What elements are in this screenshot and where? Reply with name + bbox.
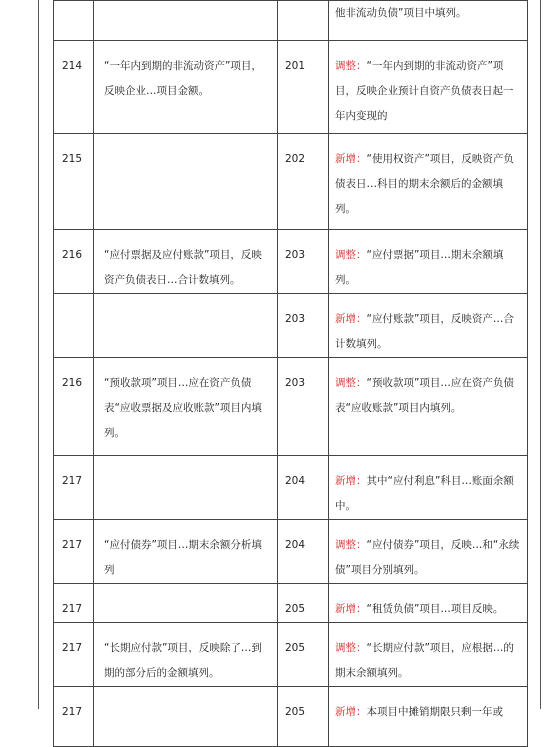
change-tag: 调整： [335, 249, 367, 261]
row-number: 215 [62, 153, 83, 165]
table-row [54, 358, 528, 456]
original-text [104, 584, 271, 597]
row-number: 216 [62, 249, 83, 261]
change-tag: 调整： [335, 377, 367, 389]
page-number: 203 [285, 249, 306, 261]
table-row [54, 584, 528, 623]
row-number [62, 294, 93, 307]
page-number: 203 [285, 313, 306, 325]
original-text: “预收款项”项目…应在资产负债表“应收票据及应收账款”项目内填列。 [104, 377, 262, 439]
revised-text [335, 687, 523, 725]
page-number: 205 [285, 642, 306, 654]
row-number: 216 [62, 377, 83, 389]
change-tag: 调整： [335, 642, 367, 654]
page-number: 202 [285, 153, 306, 165]
revised-text [335, 520, 523, 583]
table-row [54, 687, 528, 747]
comparison-table [53, 0, 528, 747]
revised-text-body: “应付账款”项目，反映资产…合计数填列。 [335, 313, 514, 350]
original-text: “应付票据及应付账款”项目，反映资产负债表日…合计数填列。 [104, 249, 262, 286]
row-number: 217 [62, 642, 83, 654]
table-row [54, 520, 528, 584]
original-text [104, 687, 271, 700]
page-number: 203 [285, 377, 306, 389]
table-row [54, 1, 528, 41]
change-tag: 调整： [335, 539, 367, 551]
revised-text-body: “使用权资产”项目，反映资产负债表日…科目的期末余额后的金额填列。 [335, 153, 514, 215]
revised-text-body: “预收款项”项目…应在资产负债表“应收账款”项目内填列。 [335, 377, 514, 414]
row-number: 217 [62, 603, 83, 615]
page-number: 205 [285, 603, 306, 615]
revised-text-body: “应付票据”项目…期末余额填列。 [335, 249, 504, 286]
original-text [104, 294, 271, 307]
revised-text [335, 584, 523, 622]
table-row [54, 623, 528, 687]
change-tag: 新增： [335, 603, 367, 615]
page-border-right [540, 0, 541, 709]
page-number: 205 [285, 706, 306, 718]
original-text [104, 134, 271, 147]
row-number: 217 [62, 706, 83, 718]
change-tag: 新增： [335, 153, 367, 165]
revised-text [335, 41, 523, 129]
revised-text [335, 623, 523, 686]
original-text [104, 456, 271, 469]
table-row [54, 294, 528, 358]
revised-text [335, 456, 523, 519]
revised-text-body: “租赁负债”项目…项目反映。 [366, 603, 504, 615]
revised-text-body: “长期应付款”项目，应根据…的期末余额填列。 [335, 642, 514, 679]
change-tag: 新增： [335, 706, 367, 718]
original-text: “应付债券”项目…期末余额分析填列 [104, 539, 262, 576]
revised-text-body: 其中“应付利息”科目…账面余额中。 [335, 475, 514, 512]
page-number: 201 [285, 60, 306, 72]
table-row [54, 456, 528, 520]
revised-text [335, 294, 523, 357]
page-number: 204 [285, 539, 306, 551]
revised-text [335, 358, 523, 421]
row-number: 217 [62, 475, 83, 487]
revised-text-body: 他非流动负债”项目中填列。 [335, 7, 467, 19]
table-row [54, 41, 528, 134]
change-tag: 新增： [335, 475, 367, 487]
change-tag: 调整： [335, 60, 367, 72]
page-border-left [38, 0, 39, 709]
row-number: 214 [62, 60, 83, 72]
change-tag: 新增： [335, 313, 367, 325]
revised-text [335, 134, 523, 222]
revised-text-body: 本项目中摊销期限只剩一年或 [366, 706, 503, 718]
page-number: 204 [285, 475, 306, 487]
revised-text-body: “应付债券”项目，反映…和“永续债”项目分别填列。 [335, 539, 520, 576]
table-row [54, 134, 528, 230]
original-text: “长期应付款”项目，反映除了…到期的部分后的金额填列。 [104, 642, 262, 679]
revised-text-body: “一年内到期的非流动资产”项目，反映企业预计自资产负债表日起一年内变现的 [335, 60, 514, 122]
table-row [54, 230, 528, 294]
revised-text [335, 230, 523, 293]
row-number: 217 [62, 539, 83, 551]
revised-text [335, 1, 523, 26]
original-text: “一年内到期的非流动资产”项目，反映企业…项目金额。 [104, 60, 262, 97]
